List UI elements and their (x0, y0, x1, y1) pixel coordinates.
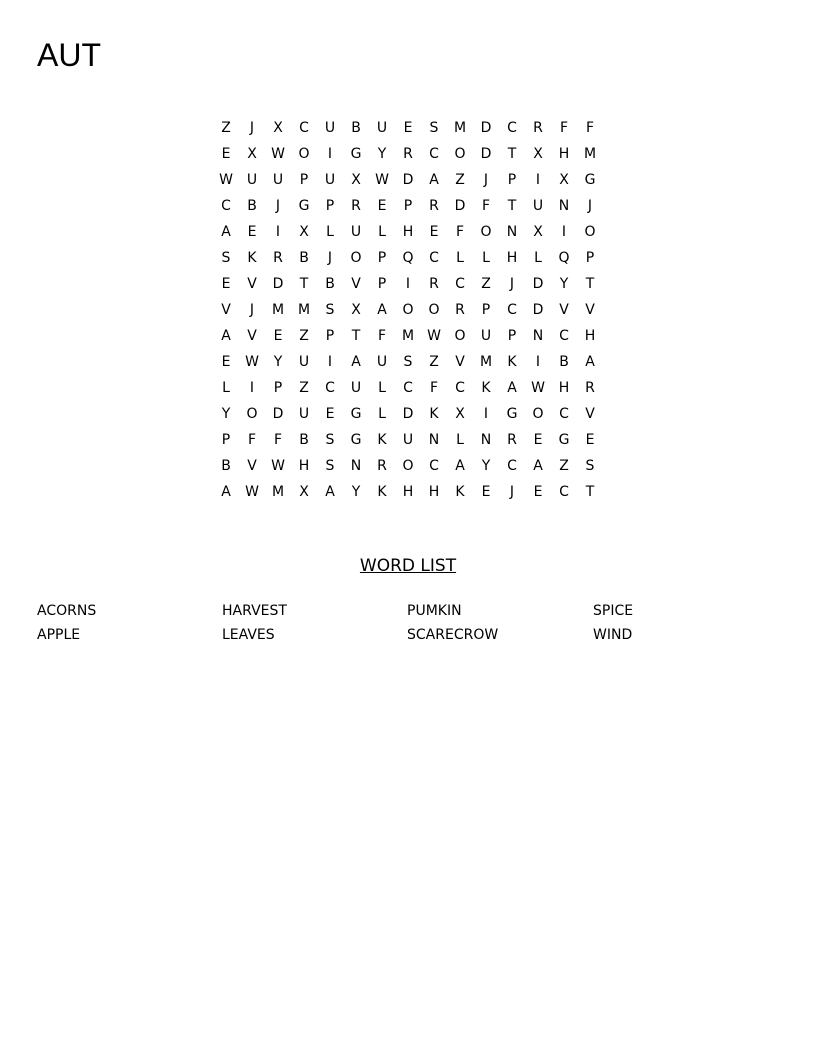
grid-letter: B (299, 432, 309, 448)
grid-letter: X (351, 172, 361, 188)
grid-letter: X (273, 120, 283, 136)
grid-letter: E (273, 328, 283, 344)
grid-letter: O (454, 146, 466, 162)
grid-letter: U (532, 198, 544, 214)
grid-letter: O (246, 406, 258, 422)
grid-letter: K (377, 484, 387, 500)
word-list-item: SCARECROW (407, 627, 499, 643)
grid-letter: C (455, 276, 465, 292)
grid-letter: H (402, 224, 414, 240)
grid-letter: R (429, 198, 439, 214)
grid-letter: R (585, 380, 595, 396)
grid-letter: P (273, 380, 283, 396)
grid-letter: O (532, 406, 544, 422)
grid-letter: C (325, 380, 335, 396)
grid-letter: A (429, 172, 439, 188)
grid-letter: I (483, 406, 489, 422)
grid-letter: D (480, 146, 492, 162)
grid-letter: G (558, 432, 570, 448)
grid-letter: W (271, 146, 285, 162)
grid-letter: J (587, 198, 593, 214)
grid-letter: C (221, 198, 231, 214)
grid-letter: D (402, 172, 414, 188)
grid-letter: U (298, 406, 310, 422)
grid-letter: J (483, 172, 489, 188)
word-list-item: ACORNS (37, 603, 97, 619)
grid-letter: D (454, 198, 466, 214)
word-list-item: HARVEST (222, 603, 287, 619)
grid-letter: P (585, 250, 595, 266)
grid-letter: T (585, 276, 595, 292)
word-list-heading: WORD LIST (359, 556, 457, 576)
grid-letter: X (351, 302, 361, 318)
grid-letter: L (378, 380, 386, 396)
grid-letter: J (509, 484, 515, 500)
grid-letter: W (271, 458, 285, 474)
page-title: AUT (37, 37, 101, 73)
grid-letter: S (403, 354, 413, 370)
grid-letter: P (221, 432, 231, 448)
grid-letter: I (327, 354, 333, 370)
grid-letter: K (429, 406, 439, 422)
grid-letter: H (428, 484, 440, 500)
grid-letter: F (377, 328, 387, 344)
grid-letter: A (455, 458, 465, 474)
grid-letter: G (350, 432, 362, 448)
grid-letter: D (272, 276, 284, 292)
grid-letter: L (378, 406, 386, 422)
grid-letter: X (299, 484, 309, 500)
grid-letter: V (585, 302, 595, 318)
grid-letter: S (221, 250, 231, 266)
grid-letter: V (351, 276, 361, 292)
grid-letter: X (533, 146, 543, 162)
grid-letter: N (558, 198, 570, 214)
grid-letter: R (455, 302, 465, 318)
grid-letter: B (247, 198, 257, 214)
grid-letter: Z (299, 380, 309, 396)
grid-letter: C (507, 458, 517, 474)
grid-letter: U (376, 354, 388, 370)
grid-letter: L (534, 250, 542, 266)
grid-letter: U (480, 328, 492, 344)
grid-letter: G (584, 172, 596, 188)
grid-letter: Y (481, 458, 491, 474)
grid-letter: E (533, 432, 543, 448)
grid-letter: S (585, 458, 595, 474)
grid-letter: E (481, 484, 491, 500)
grid-letter: I (561, 224, 567, 240)
grid-letter: E (377, 198, 387, 214)
grid-letter: N (480, 432, 492, 448)
grid-letter: X (455, 406, 465, 422)
grid-letter: S (325, 302, 335, 318)
grid-letter: D (532, 276, 544, 292)
grid-letter: M (401, 328, 415, 344)
grid-letter: L (326, 224, 334, 240)
grid-letter: R (273, 250, 283, 266)
grid-letter: O (402, 302, 414, 318)
grid-letter: C (507, 120, 517, 136)
grid-letter: O (454, 328, 466, 344)
grid-letter: V (585, 406, 595, 422)
grid-letter: W (427, 328, 441, 344)
grid-letter: U (350, 380, 362, 396)
grid-letter: L (482, 250, 490, 266)
grid-letter: D (272, 406, 284, 422)
grid-letter: R (403, 146, 413, 162)
grid-letter: K (507, 354, 517, 370)
grid-letter: W (219, 172, 233, 188)
grid-letter: U (298, 354, 310, 370)
grid-letter: X (299, 224, 309, 240)
grid-letter: J (249, 302, 255, 318)
grid-letter: S (429, 120, 439, 136)
grid-letter: P (507, 328, 517, 344)
grid-letter: P (325, 328, 335, 344)
grid-letter: M (479, 354, 493, 370)
grid-letter: C (299, 120, 309, 136)
grid-letter: F (585, 120, 595, 136)
word-list (37, 601, 779, 649)
grid-letter: X (533, 224, 543, 240)
grid-letter: Y (221, 406, 231, 422)
grid-letter: C (403, 380, 413, 396)
grid-letter: O (584, 224, 596, 240)
grid-letter: P (325, 198, 335, 214)
grid-letter: J (327, 250, 333, 266)
grid-letter: I (249, 380, 255, 396)
grid-letter: V (247, 276, 257, 292)
grid-letter: M (271, 302, 285, 318)
grid-letter: R (351, 198, 361, 214)
grid-letter: C (507, 302, 517, 318)
grid-letter: W (245, 484, 259, 500)
grid-letter: W (245, 354, 259, 370)
grid-letter: X (247, 146, 257, 162)
grid-letter: N (350, 458, 362, 474)
grid-letter: C (429, 458, 439, 474)
grid-letter: N (506, 224, 518, 240)
grid-letter: Q (402, 250, 414, 266)
grid-letter: B (325, 276, 335, 292)
grid-letter: Q (558, 250, 570, 266)
grid-letter: D (480, 120, 492, 136)
grid-letter: A (507, 380, 517, 396)
grid-letter: R (507, 432, 517, 448)
grid-letter: B (299, 250, 309, 266)
grid-letter: O (350, 250, 362, 266)
grid-letter: C (559, 484, 569, 500)
grid-letter: K (247, 250, 257, 266)
grid-letter: L (222, 380, 230, 396)
grid-letter: Z (481, 276, 491, 292)
grid-letter: A (377, 302, 387, 318)
grid-letter: U (350, 224, 362, 240)
grid-letter: X (559, 172, 569, 188)
grid-letter: C (429, 146, 439, 162)
grid-letter: K (455, 484, 465, 500)
grid-letter: E (429, 224, 439, 240)
grid-letter: B (221, 458, 231, 474)
grid-letter: B (351, 120, 361, 136)
grid-letter: A (221, 328, 231, 344)
grid-letter: H (584, 328, 596, 344)
grid-letter: O (402, 458, 414, 474)
grid-letter: A (585, 354, 595, 370)
grid-letter: U (324, 120, 336, 136)
grid-letter: Z (221, 120, 231, 136)
grid-letter: L (456, 432, 464, 448)
grid-letter: Y (377, 146, 387, 162)
grid-letter: J (275, 198, 281, 214)
grid-letter: Y (559, 276, 569, 292)
grid-letter: A (221, 484, 231, 500)
grid-letter: I (275, 224, 281, 240)
grid-letter: Y (273, 354, 283, 370)
grid-letter: W (531, 380, 545, 396)
grid-letter: M (271, 484, 285, 500)
grid-letter: G (350, 406, 362, 422)
grid-letter: Z (559, 458, 569, 474)
grid-letter: H (558, 380, 570, 396)
grid-letter: U (324, 172, 336, 188)
grid-letter: Z (455, 172, 465, 188)
grid-letter: V (559, 302, 569, 318)
grid-letter: T (299, 276, 309, 292)
word-list-item: PUMKIN (407, 603, 462, 619)
word-list-item: WIND (593, 627, 633, 643)
grid-letter: L (456, 250, 464, 266)
grid-letter: T (507, 198, 517, 214)
grid-letter: F (247, 432, 257, 448)
grid-letter: J (509, 276, 515, 292)
grid-letter: U (246, 172, 258, 188)
grid-letter: M (453, 120, 467, 136)
grid-letter: F (481, 198, 491, 214)
word-list-item: APPLE (37, 627, 81, 643)
grid-letter: O (480, 224, 492, 240)
grid-letter: S (325, 432, 335, 448)
letter-grid (213, 115, 603, 505)
grid-letter: M (297, 302, 311, 318)
grid-letter: E (221, 146, 231, 162)
grid-letter: O (428, 302, 440, 318)
grid-letter: P (507, 172, 517, 188)
grid-letter: C (455, 380, 465, 396)
grid-letter: T (507, 146, 517, 162)
grid-letter: O (298, 146, 310, 162)
grid-letter: E (533, 484, 543, 500)
grid-letter: P (299, 172, 309, 188)
grid-letter: C (559, 328, 569, 344)
grid-letter: L (378, 224, 386, 240)
grid-letter: I (405, 276, 411, 292)
grid-letter: I (535, 172, 541, 188)
grid-letter: V (221, 302, 231, 318)
grid-letter: K (481, 380, 491, 396)
grid-letter: Z (299, 328, 309, 344)
grid-letter: R (533, 120, 543, 136)
grid-letter: R (429, 276, 439, 292)
grid-letter: K (377, 432, 387, 448)
grid-letter: U (376, 120, 388, 136)
word-list-item: SPICE (593, 603, 634, 619)
grid-letter: E (585, 432, 595, 448)
grid-letter: H (506, 250, 518, 266)
grid-letter: D (402, 406, 414, 422)
grid-letter: A (221, 224, 231, 240)
grid-letter: C (429, 250, 439, 266)
grid-letter: H (558, 146, 570, 162)
grid-letter: R (377, 458, 387, 474)
grid-letter: J (249, 120, 255, 136)
grid-letter: T (351, 328, 361, 344)
grid-letter: G (298, 198, 310, 214)
grid-letter: D (532, 302, 544, 318)
grid-letter: T (585, 484, 595, 500)
grid-letter: V (455, 354, 465, 370)
grid-letter: E (221, 276, 231, 292)
grid-letter: S (325, 458, 335, 474)
grid-letter: Y (351, 484, 361, 500)
grid-letter: E (221, 354, 231, 370)
word-list-item: LEAVES (222, 627, 275, 643)
grid-letter: F (455, 224, 465, 240)
grid-letter: U (402, 432, 414, 448)
grid-letter: A (533, 458, 543, 474)
grid-letter: U (272, 172, 284, 188)
grid-letter: C (559, 406, 569, 422)
grid-letter: P (377, 276, 387, 292)
grid-letter: P (403, 198, 413, 214)
grid-letter: F (429, 380, 439, 396)
grid-letter: V (247, 328, 257, 344)
grid-letter: B (559, 354, 569, 370)
grid-letter: P (481, 302, 491, 318)
grid-letter: P (377, 250, 387, 266)
grid-letter: G (506, 406, 518, 422)
grid-letter: F (559, 120, 569, 136)
grid-letter: G (350, 146, 362, 162)
grid-letter: E (403, 120, 413, 136)
grid-letter: H (298, 458, 310, 474)
grid-letter: H (402, 484, 414, 500)
grid-letter: N (428, 432, 440, 448)
grid-letter: F (273, 432, 283, 448)
grid-letter: Z (429, 354, 439, 370)
grid-letter: E (325, 406, 335, 422)
grid-letter: W (375, 172, 389, 188)
grid-letter: A (325, 484, 335, 500)
grid-letter: I (327, 146, 333, 162)
grid-letter: N (532, 328, 544, 344)
grid-letter: M (583, 146, 597, 162)
grid-letter: V (247, 458, 257, 474)
grid-letter: E (247, 224, 257, 240)
grid-letter: A (351, 354, 361, 370)
grid-letter: I (535, 354, 541, 370)
